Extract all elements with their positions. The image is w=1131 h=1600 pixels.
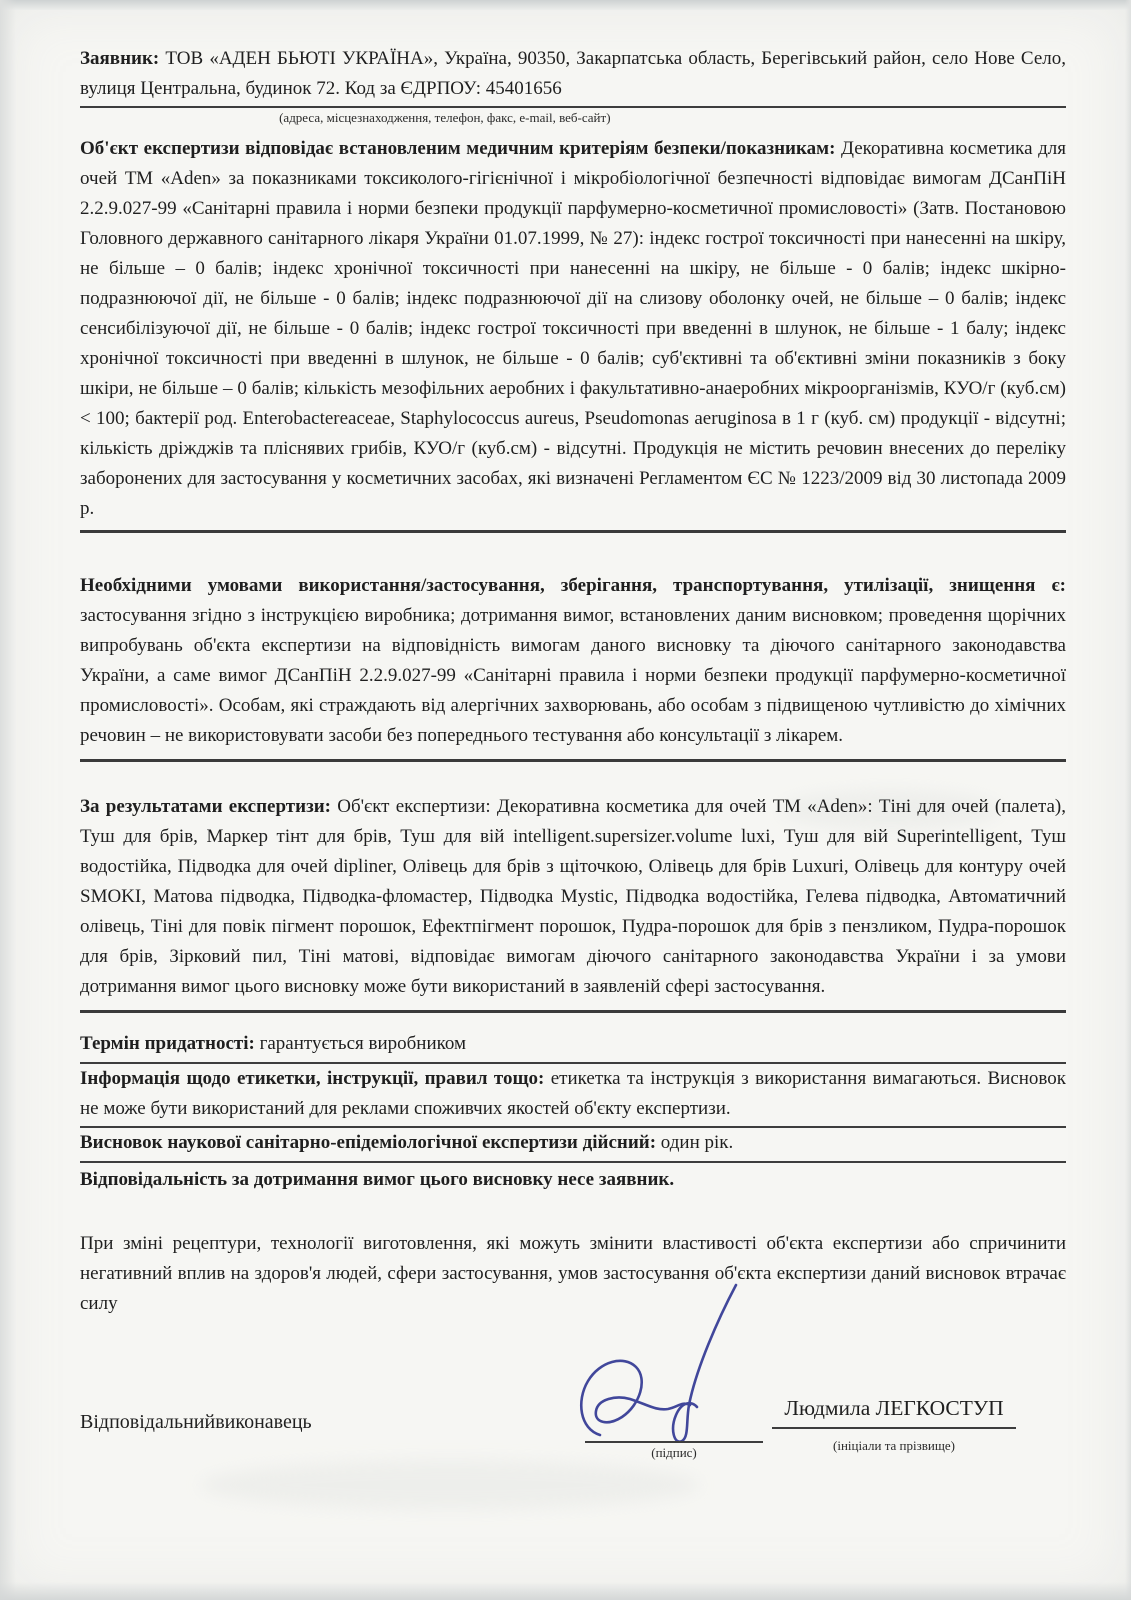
revision-note: При зміні рецептури, технології виготовлення, які можуть змінити властивості об'єкта експертизи або спричинити негативний вплив на здоров'я людей, сфери застосування, умов застосування об'єкта експертизи даний висновок втрачає силу — [80, 1233, 1066, 1314]
applicant-caption: (адреса, місцезнаходження, телефон, факс, e-mail, веб-сайт) — [279, 110, 611, 125]
section-expertise-object-label: Об'єкт експертизи відповідає встановленим медичним критеріям безпеки/показникам: — [80, 138, 836, 159]
section-labeling-info — [80, 1064, 1066, 1128]
section-shelf-life-label: Термін придатності: — [80, 1033, 255, 1054]
signer-name-caption: (ініціали та прізвище) — [833, 1438, 955, 1453]
scan-edge-bottom — [0, 1582, 1131, 1600]
section-usage-conditions-label: Необхідними умовами використання/застосування, зберігання, транспортування, утилізації, знищення є: — [80, 575, 1066, 596]
section-validity-text: один рік. — [660, 1132, 734, 1153]
section-labeling-info-label: Інформація щодо етикетки, інструкції, правил тощо: — [80, 1068, 545, 1089]
applicant-label: Заявник: — [80, 48, 160, 69]
section-expertise-object-text: Декоративна косметика для очей ТМ «Aden» за показниками токсиколого-гігієнічної і мікробіологічної безпечності відповідає вимогам ДСанПіН 2.2.9.027-99 «Санітарні правила і норми безпеки продукції парфумерно-косметичної промисловості» (Затв. Постановою Головного державного санітарного лікаря України 01.07.1999, № 27): індекс гострої токсичності при нанесенні на шкіру, не більше – 0 балів; індекс хронічної токсичності при нанесенні на шкіру, не більше - 0 балів; індекс шкірно-подразнюючої дії, не більше - 0 балів; індекс подразнюючої дії на слизову оболонку очей, не більше – 0 балів; індекс сенсибілізуючої дії, не більше - 0 балів; індекс гострої токсичності при введенні в шлунок, не більше - 1 балу; індекс хронічної токсичності при введенні в шлунок, не більше - 0 балів; суб'єктивні та об'єктивні зміни показників з боку шкіри, не більше – 0 балів; кількість мезофільних аеробних і факультативно-анаеробних мікроорганізмів, КУО/г (куб.см) < 100; бактерії род. Enterobactereaceae, Staphylococcus aureus, Pseudomonas aeruginosa в 1 г (куб. см) продукції - відсутні; кількість дріжджів та пліснявих грибів, КУО/г (куб.см) - відсутні. Продукція не містить речовин внесених до переліку заборонених для застосування у косметичних засобах, які визначені Регламентом ЄС № 1223/2009 від 30 листопада 2009 р. — [80, 138, 1066, 519]
scan-edge-top — [0, 0, 1131, 10]
document-content — [80, 44, 1066, 1495]
section-validity — [80, 1128, 1066, 1163]
signature-line — [585, 1441, 763, 1461]
section-labeling-info-text: етикетка та інструкція з використання вимагаються. Висновок не може бути використаний для реклами споживчих якостей об'єкту експертизи. — [80, 1068, 1067, 1119]
section-expertise-results-label: За результатами експертизи: — [80, 796, 331, 817]
section-usage-conditions-text: застосування згідно з інструкцією виробника; дотримання вимог, встановлених даним висновком; проведення щорічних випробувань об'єкта експертизи на відповідність вимогам даного висновку та діючого санітарного законодавства України, а саме вимог ДСанПіН 2.2.9.027-99 «Санітарні правила і норми безпеки продукції парфумерно-косметичної промисловості». Особам, які страждають від алергічних захворювань, або особам з підвищеною чутливістю до хімічних речовин – не використовувати засоби без попереднього тестування або консультації з лікарем. — [80, 605, 1066, 746]
signature-caption: (підпис) — [651, 1445, 697, 1460]
section-responsibility-label: Відповідальність за дотримання вимог цього висновку несе заявник. — [80, 1169, 675, 1190]
executor-label: Відповідальнийвиконавець — [80, 1411, 312, 1433]
section-expertise-results — [80, 792, 1066, 1013]
applicant-paragraph — [80, 44, 1066, 108]
section-validity-label: Висновок наукової санітарно-епідеміологічної експертизи дійсний: — [80, 1132, 657, 1153]
section-shelf-life — [80, 1029, 1066, 1064]
section-expertise-results-text: Об'єкт експертизи: Декоративна косметика для очей ТМ «Aden»: Тіні для очей (палета), Туш для брів, Маркер тінт для брів, Туш для вій intelligent.supersizer.volume luxi, Туш для вій Superintelligent, Туш водостійка, Підводка для очей dipliner, Олівець для брів з щіточкою, Олівець для брів Luxuri, Олівець для контуру очей SMOKI, Матова підводка, Підводка-фломастер, Підводка Mystic, Підводка водостійка, Гелева підводка, Автоматичний олівець, Тіні для повік пігмент порошок, Ефектпігмент порошок, Пудра-порошок для брів з пензликом, Пудра-порошок для брів, Зірковий пил, Тіні матові, відповідає вимогам діючого санітарного законодавства України і за умови дотримання вимог цього висновку може бути використаний в заявленій сфері застосування. — [80, 796, 1066, 997]
section-usage-conditions — [80, 571, 1066, 762]
applicant-text: ТОВ «АДЕН БЬЮТІ УКРАЇНА», Україна, 90350, Закарпатська область, Берегівський район, село Нове Село, вулиця Центральна, будинок 72. Код за ЄДРПОУ: 45401656 — [80, 48, 1066, 99]
scan-edge-left — [0, 0, 16, 1600]
section-shelf-life-text: гарантується виробником — [259, 1033, 467, 1054]
section-expertise-object — [80, 134, 1066, 533]
signer-name: Людмила ЛЕГКОСТУП — [772, 1393, 1016, 1429]
signature-block — [80, 1345, 1066, 1495]
section-responsibility — [80, 1165, 1066, 1195]
signature-icon — [558, 1283, 788, 1448]
scan-edge-right — [1125, 0, 1131, 1600]
